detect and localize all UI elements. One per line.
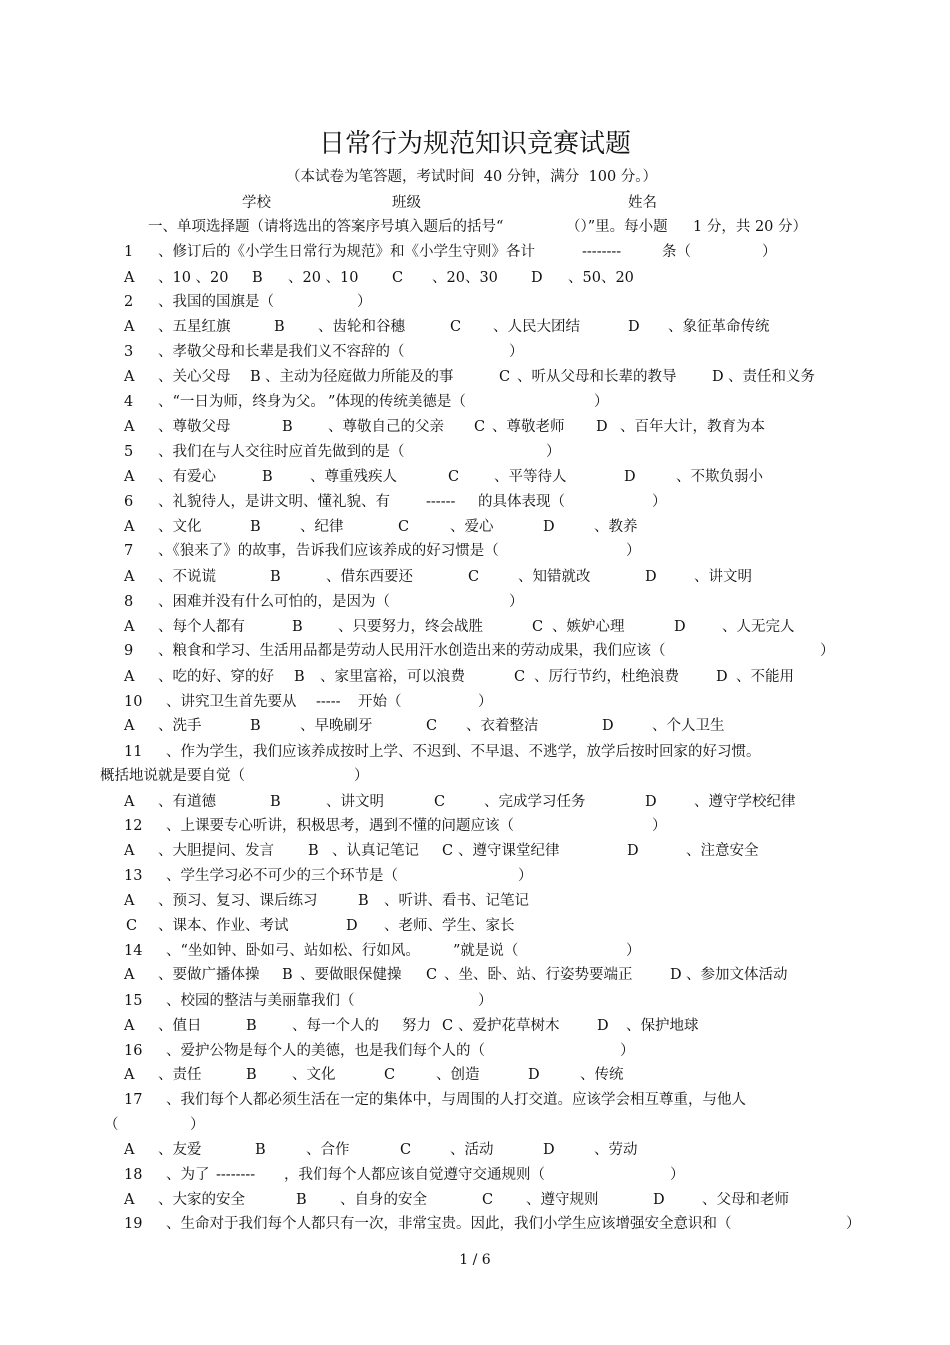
question-text: 、学生学习必不可少的三个环节是（ (166, 868, 398, 884)
option-letter: B (282, 419, 293, 435)
answer-blank: -------- (216, 1167, 256, 1183)
option-text: 、要做眼保健操 (300, 967, 402, 983)
option-letter: A (124, 718, 135, 734)
option-text: 、预习、复习、课后练习 (158, 893, 318, 909)
question-number: 14 (124, 943, 143, 959)
question-number: 10 (124, 694, 143, 710)
option-text: 、讲文明 (694, 569, 752, 585)
option-text: 、课本、作业、考试 (158, 918, 289, 934)
question-number: 9 (124, 643, 134, 659)
question-number: 8 (124, 594, 134, 610)
option-letter: C (426, 967, 438, 983)
option-text: 、老师、学生、家长 (384, 918, 515, 934)
option-text: 、嫉妒心理 (552, 619, 625, 635)
option-letter: C (384, 1067, 396, 1083)
option-text: 、大胆提问、发言 (158, 843, 274, 859)
option-letter: D (528, 1067, 540, 1083)
option-letter: A (124, 270, 135, 286)
option-letter: B (358, 893, 369, 909)
option-text: 、不说谎 (158, 569, 216, 585)
question-text: 、我国的国旗是（ (158, 294, 274, 310)
option-text: 、关心父母 (158, 369, 231, 385)
option-letter: C (392, 270, 404, 286)
question-number: 3 (124, 344, 134, 360)
option-letter: A (124, 469, 135, 485)
class-field-label: 班级 (392, 195, 421, 211)
option-text: 、友爱 (158, 1142, 202, 1158)
option-text: 、20、30 (432, 270, 498, 286)
option-letter: A (124, 369, 135, 385)
question-number: 19 (124, 1216, 143, 1232)
question-number: 11 (124, 744, 143, 760)
question-text: 、爱护公物是每个人的美德，也是我们每个人的（ (166, 1043, 485, 1059)
option-letter: C (474, 419, 486, 435)
question-text: 、“坐如钟、卧如弓、站如松、行如风。 (166, 943, 420, 959)
option-text: 、20 、10 (288, 270, 359, 286)
option-text: 、有道德 (158, 794, 216, 810)
option-letter: D (624, 469, 636, 485)
option-letter: C (442, 843, 454, 859)
answer-paren: ） (820, 643, 835, 659)
option-letter: B (250, 519, 261, 535)
option-letter: B (292, 619, 303, 635)
section-heading: 1 分，共 20 分） (693, 219, 808, 235)
option-text: 、遵守课堂纪律 (458, 843, 560, 859)
option-text: 、50、20 (568, 270, 634, 286)
option-text: 、衣着整洁 (466, 718, 539, 734)
answer-paren: ） (478, 694, 493, 710)
answer-paren: （ (104, 1117, 119, 1133)
option-text: 、吃的好、穿的好 (158, 669, 274, 685)
answer-paren: ） (620, 1043, 635, 1059)
question-number: 5 (124, 444, 134, 460)
option-letter: A (124, 843, 135, 859)
option-letter: A (124, 1067, 135, 1083)
option-text: 、文化 (158, 519, 202, 535)
answer-blank: ----- (316, 694, 341, 710)
option-letter: B (262, 469, 273, 485)
option-text: 、大家的安全 (158, 1192, 245, 1208)
option-letter: B (274, 319, 285, 335)
section-heading: （）”里。每小题 (566, 219, 668, 235)
option-letter: D (645, 569, 657, 585)
option-text: 、借东西要还 (326, 569, 413, 585)
option-text: 、百年大计，教育为本 (620, 419, 765, 435)
question-number: 16 (124, 1043, 143, 1059)
option-letter: B (270, 569, 281, 585)
question-text: 、我们每个人都必须生活在一定的集体中，与周围的人打交道。应该学会相互尊重，与他人 (166, 1092, 746, 1108)
question-number: 15 (124, 993, 143, 1009)
question-text: ”体现的传统美德是（ (328, 394, 466, 410)
school-field-label: 学校 (242, 195, 271, 211)
option-text: 、平等待人 (494, 469, 567, 485)
section-heading: 一、单项选择题（请将选出的答案序号填入题后的括号“ (148, 219, 504, 235)
option-text: 、象征革命传统 (668, 319, 770, 335)
question-text: 、《狼来了》的故事，告诉我们应该养成的好习惯是（ (158, 543, 499, 559)
option-letter: A (124, 619, 135, 635)
question-number: 7 (124, 543, 134, 559)
option-letter: D (543, 1142, 555, 1158)
option-text: 、齿轮和谷穗 (318, 319, 405, 335)
option-text: 、爱护花草树木 (458, 1018, 560, 1034)
answer-paren: ） (357, 294, 372, 310)
answer-paren: ） (190, 1117, 205, 1133)
option-letter: B (250, 369, 261, 385)
option-letter: C (532, 619, 544, 635)
question-text: 、为了 (166, 1167, 210, 1183)
option-letter: D (674, 619, 686, 635)
option-letter: C (499, 369, 511, 385)
question-text: 、粮食和学习、生活用品都是劳动人民用汗水创造出来的劳动成果，我们应该（ (158, 643, 666, 659)
option-letter: C (450, 319, 462, 335)
question-number: 18 (124, 1167, 143, 1183)
option-letter: C (468, 569, 480, 585)
answer-paren: ） (594, 394, 609, 410)
option-text: 、10 、20 (158, 270, 229, 286)
question-text: 、上课要专心听讲，积极思考，遇到不懂的问题应该（ (166, 818, 514, 834)
question-text: 开始（ (358, 694, 402, 710)
question-text: ”就是说（ (453, 943, 519, 959)
option-text: 、早晚刷牙 (300, 718, 373, 734)
question-number: 1 (124, 244, 134, 260)
option-text: 、家里富裕，可以浪费 (320, 669, 465, 685)
option-letter: D (602, 718, 614, 734)
option-letter: A (124, 569, 135, 585)
option-text: 、父母和老师 (702, 1192, 789, 1208)
option-letter: B (255, 1142, 266, 1158)
option-letter: A (124, 893, 135, 909)
question-text: 、孝敬父母和长辈是我们义不容辞的（ (158, 344, 405, 360)
option-letter: C (126, 918, 138, 934)
question-text: ，我们每个人都应该自觉遵守交通规则（ (284, 1167, 545, 1183)
option-letter: D (712, 369, 724, 385)
question-text: 、讲究卫生首先要从 (166, 694, 297, 710)
option-letter: B (282, 967, 293, 983)
option-text: 、尊敬自己的父亲 (328, 419, 444, 435)
option-text: 、知错就改 (518, 569, 591, 585)
answer-paren: ） (509, 344, 524, 360)
option-text: 、值日 (158, 1018, 202, 1034)
answer-blank: ------ (426, 494, 456, 510)
answer-paren: ） (626, 543, 641, 559)
option-text: 、不欺负弱小 (676, 469, 763, 485)
page-number: 1 / 6 (459, 1252, 491, 1268)
answer-paren: ） (626, 943, 641, 959)
name-field-label: 姓名 (628, 195, 657, 211)
option-text: 、每个人都有 (158, 619, 245, 635)
option-letter: B (294, 669, 305, 685)
option-text: 、保护地球 (626, 1018, 699, 1034)
option-text: 、责任和义务 (728, 369, 815, 385)
option-letter: B (252, 270, 263, 286)
option-letter: B (296, 1192, 307, 1208)
question-text: 、生命对于我们每个人都只有一次，非常宝贵。因此，我们小学生应该增强安全意识和（ (166, 1216, 732, 1232)
option-letter: D (627, 843, 639, 859)
option-text: 、传统 (580, 1067, 624, 1083)
option-text: 、责任 (158, 1067, 202, 1083)
option-letter: C (426, 718, 438, 734)
option-text: 、劳动 (594, 1142, 638, 1158)
option-text: 、洗手 (158, 718, 202, 734)
option-letter: B (250, 718, 261, 734)
question-number: 6 (124, 494, 134, 510)
option-text: 、合作 (306, 1142, 350, 1158)
option-text: 、自身的安全 (340, 1192, 427, 1208)
option-letter: D (543, 519, 555, 535)
option-text: 、厉行节约，杜绝浪费 (534, 669, 679, 685)
option-text: 、纪律 (300, 519, 344, 535)
answer-paren: ） (762, 244, 777, 260)
question-text: 、礼貌待人，是讲文明、懂礼貌、有 (158, 494, 390, 510)
question-text: 、困难并没有什么可怕的，是因为（ (158, 594, 390, 610)
option-text: 、遵守学校纪律 (694, 794, 796, 810)
option-letter: D (596, 419, 608, 435)
option-letter: D (531, 270, 543, 286)
question-number: 17 (124, 1092, 143, 1108)
question-text: 、校园的整洁与美丽靠我们（ (166, 993, 355, 1009)
option-letter: D (628, 319, 640, 335)
exam-instructions: （本试卷为笔答题，考试时间 40 分钟，满分 100 分。） (286, 169, 658, 185)
option-text: 、人民大团结 (493, 319, 580, 335)
answer-paren: ） (518, 868, 533, 884)
option-text: 、不能用 (736, 669, 794, 685)
question-number: 2 (124, 294, 134, 310)
option-letter: D (670, 967, 682, 983)
option-text: 、个人卫生 (652, 718, 725, 734)
answer-paren: ） (652, 494, 667, 510)
option-text: 努力 (402, 1018, 431, 1034)
option-letter: C (400, 1142, 412, 1158)
option-text: 、尊重残疾人 (310, 469, 397, 485)
option-letter: B (270, 794, 281, 810)
option-letter: C (434, 794, 446, 810)
option-letter: D (716, 669, 728, 685)
option-text: 、要做广播体操 (158, 967, 260, 983)
option-text: 、听讲、看书、记笔记 (384, 893, 529, 909)
option-text: 、五星红旗 (158, 319, 231, 335)
option-letter: C (442, 1018, 454, 1034)
option-text: 、遵守规则 (526, 1192, 599, 1208)
answer-paren: ） (354, 768, 369, 784)
option-text: 、人无完人 (722, 619, 795, 635)
option-letter: A (124, 1018, 135, 1034)
answer-paren: ） (846, 1216, 861, 1232)
option-letter: D (653, 1192, 665, 1208)
option-letter: A (124, 519, 135, 535)
option-letter: B (308, 843, 319, 859)
answer-paren: ） (670, 1167, 685, 1183)
question-text: 、我们在与人交往时应首先做到的是（ (158, 444, 405, 460)
option-letter: A (124, 669, 135, 685)
option-text: 、注意安全 (686, 843, 759, 859)
option-letter: C (514, 669, 526, 685)
answer-paren: ） (546, 444, 561, 460)
option-text: 、尊敬老师 (492, 419, 565, 435)
option-letter: D (597, 1018, 609, 1034)
option-letter: B (246, 1018, 257, 1034)
option-text: 、完成学习任务 (484, 794, 586, 810)
option-letter: A (124, 319, 135, 335)
answer-paren: ） (509, 594, 524, 610)
option-letter: A (124, 1192, 135, 1208)
option-text: 、坐、卧、站、行姿势要端正 (444, 967, 633, 983)
option-text: 、教养 (594, 519, 638, 535)
option-letter: C (398, 519, 410, 535)
option-letter: C (448, 469, 460, 485)
option-text: 、有爱心 (158, 469, 216, 485)
option-text: 、活动 (450, 1142, 494, 1158)
option-text: 、只要努力，终会战胜 (338, 619, 483, 635)
answer-blank: -------- (582, 244, 622, 260)
question-number: 12 (124, 818, 143, 834)
option-text: 、讲文明 (326, 794, 384, 810)
option-text: 、每一个人的 (292, 1018, 379, 1034)
option-letter: B (246, 1067, 257, 1083)
question-text: 、“一日为师，终身为父。 (158, 394, 325, 410)
option-text: 、主动为径庭做力所能及的事 (265, 369, 454, 385)
question-text: 条（ (662, 244, 691, 260)
question-text: 、作为学生，我们应该养成按时上学、不迟到、不早退、不逃学，放学后按时回家的好习惯。 (166, 744, 761, 760)
answer-paren: ） (652, 818, 667, 834)
option-text: 、创造 (436, 1067, 480, 1083)
option-text: 、听从父母和长辈的教导 (517, 369, 677, 385)
option-text: 、认真记笔记 (332, 843, 419, 859)
option-letter: D (346, 918, 358, 934)
option-text: 、参加文体活动 (686, 967, 788, 983)
option-letter: A (124, 794, 135, 810)
option-text: 、文化 (292, 1067, 336, 1083)
option-letter: C (482, 1192, 494, 1208)
question-number: 4 (124, 394, 134, 410)
option-letter: A (124, 419, 135, 435)
question-number: 13 (124, 868, 143, 884)
option-letter: A (124, 967, 135, 983)
page-title: 日常行为规范知识竞赛试题 (318, 129, 631, 159)
option-text: 、爱心 (450, 519, 494, 535)
question-text: 、修订后的《小学生日常行为规范》和《小学生守则》各计 (158, 244, 535, 260)
option-text: 、尊敬父母 (158, 419, 231, 435)
option-letter: A (124, 1142, 135, 1158)
question-text: 概括地说就是要自觉（ (100, 768, 245, 784)
option-letter: D (645, 794, 657, 810)
answer-paren: ） (478, 993, 493, 1009)
question-text: 的具体表现（ (478, 494, 565, 510)
